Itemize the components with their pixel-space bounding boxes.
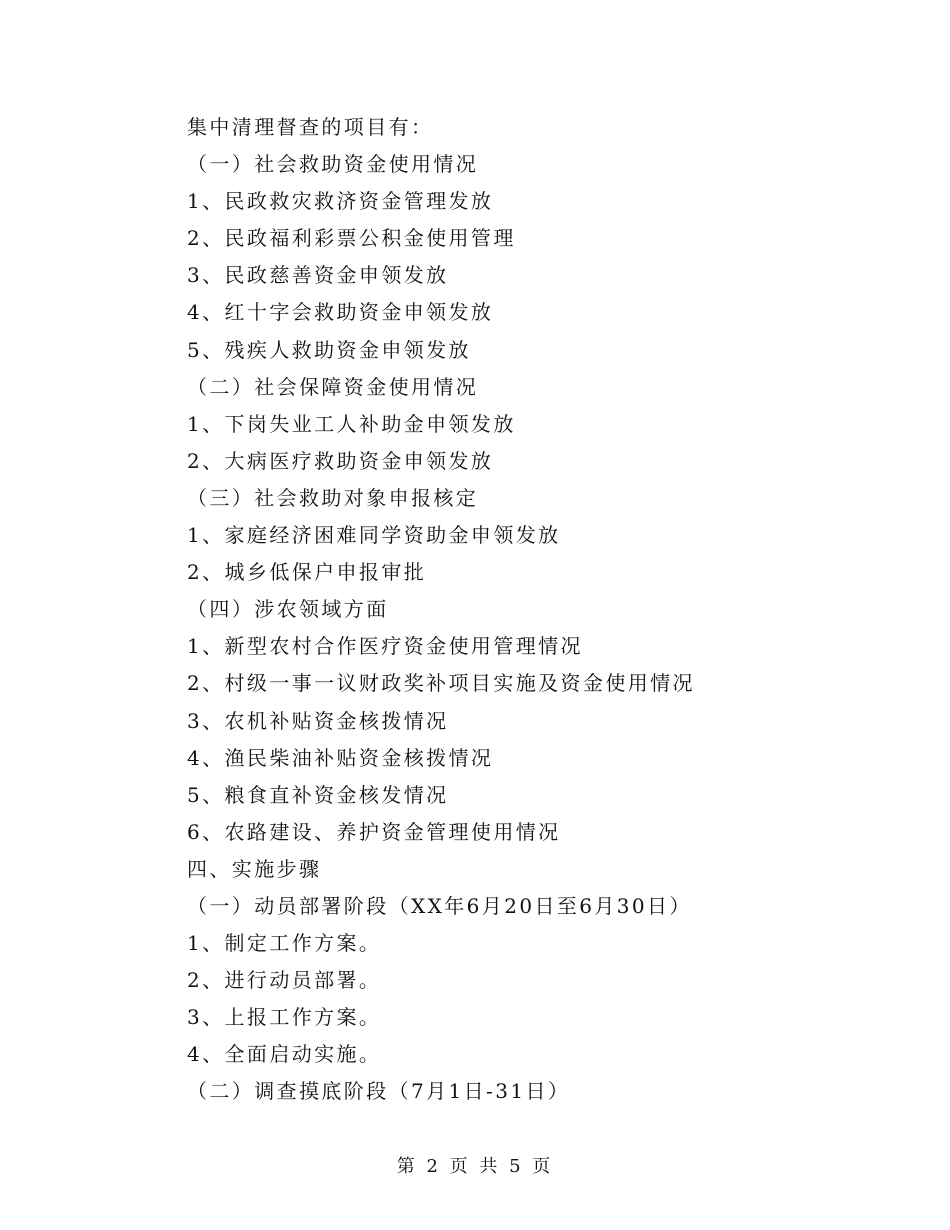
list-item: 4、红十字会救助资金申领发放 — [187, 300, 494, 325]
list-item: 4、渔民柴油补贴资金核拨情况 — [187, 745, 494, 770]
list-item: 1、下岗失业工人补助金申领发放 — [187, 411, 516, 436]
body-line: 集中清理督查的项目有： — [187, 115, 434, 139]
section-heading: （一）动员部署阶段（XX年6月20日至6月30日） — [187, 893, 692, 918]
list-item: 1、新型农村合作医疗资金使用管理情况 — [187, 634, 583, 659]
section-heading: （四）涉农领域方面 — [187, 597, 389, 622]
document-body — [187, 109, 887, 1111]
page-number-footer: 第 2 页 共 5 页 — [396, 1156, 554, 1177]
section-heading: （二）社会保障资金使用情况 — [187, 374, 479, 399]
section-heading: （三）社会救助对象申报核定 — [187, 485, 479, 510]
list-item: 2、大病医疗救助资金申领发放 — [187, 448, 494, 473]
list-item: 5、粮食直补资金核发情况 — [187, 782, 449, 807]
list-item: 3、农机补贴资金核拨情况 — [187, 708, 449, 733]
list-item: 2、民政福利彩票公积金使用管理 — [187, 226, 516, 251]
section-heading: （二）调查摸底阶段（7月1日-31日） — [187, 1079, 571, 1104]
list-item: 2、城乡低保户申报审批 — [187, 560, 427, 585]
list-item: 5、残疾人救助资金申领发放 — [187, 337, 471, 362]
list-item: 1、民政救灾救济资金管理发放 — [187, 189, 494, 214]
section-heading: （一）社会救助资金使用情况 — [187, 152, 479, 177]
list-item: 1、制定工作方案。 — [187, 931, 382, 956]
list-item: 6、农路建设、养护资金管理使用情况 — [187, 819, 561, 844]
list-item: 3、上报工作方案。 — [187, 1005, 382, 1030]
list-item: 1、家庭经济困难同学资助金申领发放 — [187, 523, 561, 548]
list-item: 4、全面启动实施。 — [187, 1042, 382, 1067]
list-item: 3、民政慈善资金申领发放 — [187, 263, 449, 288]
chapter-heading: 四、实施步骤 — [187, 856, 322, 881]
list-item: 2、进行动员部署。 — [187, 968, 382, 993]
list-item: 2、村级一事一议财政奖补项目实施及资金使用情况 — [187, 671, 695, 696]
